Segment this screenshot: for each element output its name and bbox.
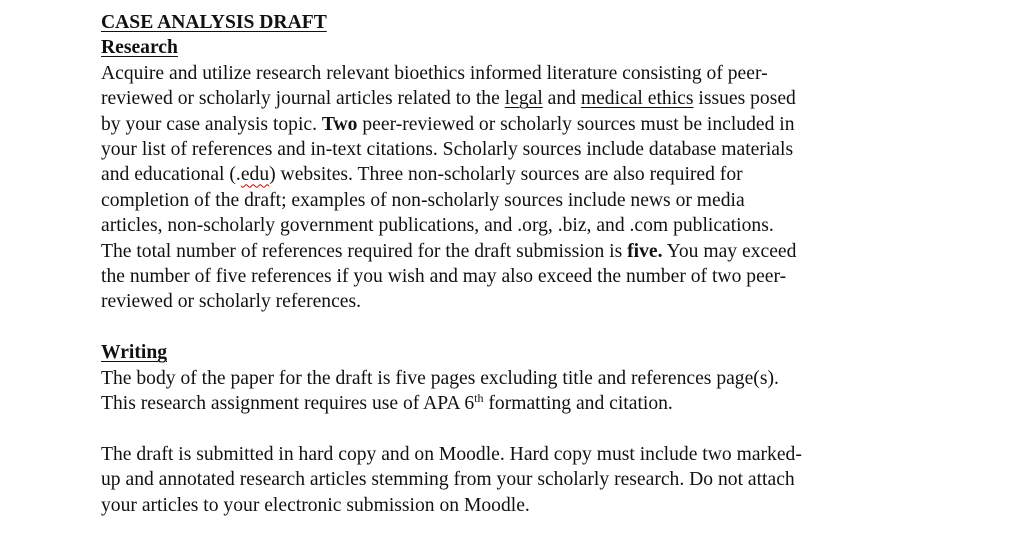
two-bold: Two [321, 113, 358, 135]
research-line: reviewed or scholarly references. [101, 291, 362, 313]
paragraph-gap [101, 315, 901, 340]
research-heading: Research [101, 37, 178, 59]
research-line [101, 162, 901, 187]
text-run: This research assignment requires use of APA 6 [101, 393, 475, 415]
edu-spellcheck: edu [240, 164, 270, 186]
text-run: peer-reviewed or scholarly sources must be included in [357, 113, 795, 135]
writing-paragraph [101, 366, 901, 417]
research-line [101, 239, 901, 264]
research-line [101, 86, 901, 111]
superscript-th: th [474, 391, 484, 406]
text-run: and [542, 88, 581, 110]
writing-line [101, 391, 901, 416]
writing-line: The body of the paper for the draft is five pages excluding title and references page(s). [101, 367, 779, 389]
text-run: The total number of references required for the draft submission is [101, 240, 628, 262]
research-paragraph [101, 61, 901, 315]
submission-line: The draft is submitted in hard copy and on Moodle. Hard copy must include two marked- [101, 443, 802, 465]
text-run: You may exceed [662, 240, 797, 262]
text-run: issues posed [693, 88, 796, 110]
submission-paragraph [101, 442, 901, 518]
text-run: ) websites. Three non-scholarly sources are also required for [269, 164, 743, 186]
research-line: articles, non-scholarly government publications, and .org, .biz, and .com publications. [101, 215, 774, 237]
research-line: your list of references and in-text citations. Scholarly sources include database materials [101, 139, 794, 161]
text-run: by your case analysis topic. [101, 113, 322, 135]
writing-heading: Writing [101, 342, 168, 364]
document-body [101, 10, 901, 518]
text-run: reviewed or scholarly journal articles related to the [101, 88, 505, 110]
document-title: CASE ANALYSIS DRAFT [101, 12, 327, 33]
text-run: and educational (. [101, 164, 241, 186]
submission-line: up and annotated research articles stemming from your scholarly research. Do not attach [101, 469, 795, 491]
submission-line: your articles to your electronic submission on Moodle. [101, 494, 530, 516]
research-line: completion of the draft; examples of non-scholarly sources include news or media [101, 189, 745, 211]
medical-ethics-underlined: medical ethics [580, 88, 694, 110]
legal-underlined: legal [504, 88, 543, 110]
text-run: formatting and citation. [483, 393, 673, 415]
research-line [101, 112, 901, 137]
research-line: Acquire and utilize research relevant bioethics informed literature consisting of peer- [101, 62, 768, 84]
five-bold: five. [627, 240, 663, 262]
research-line: the number of five references if you wish and may also exceed the number of two peer- [101, 266, 787, 288]
paragraph-gap [101, 416, 901, 441]
